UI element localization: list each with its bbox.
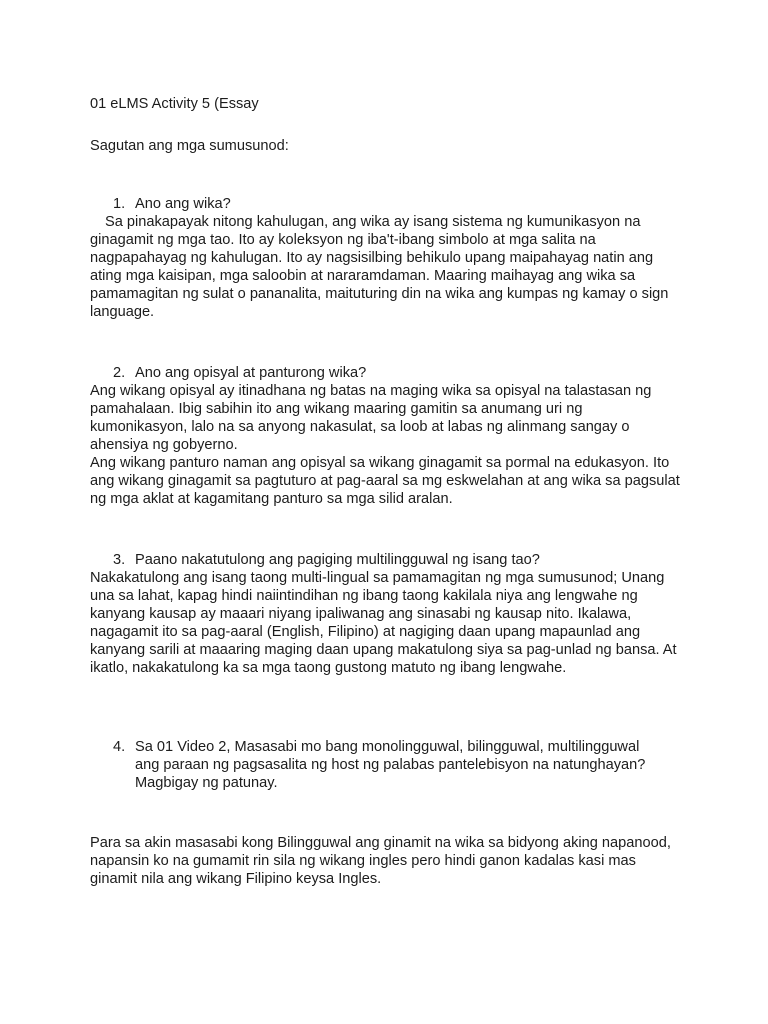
answer-paragraph: Ang wikang opisyal ay itinadhana ng batas na maging wika sa opisyal na talastasan ng pamahalaan. Ibig sabihin ito ang wikang maaring gamitin sa anumang uri ng kumonikasyon, lalo na sa anyong nakasulat, sa loob at labas ng alinmang sangay o ahensiya ng gobyerno. (90, 383, 652, 453)
question-text: Paano nakatutulong ang pagiging multilingguwal ng isang tao? (135, 552, 540, 568)
answer-3 (90, 569, 680, 677)
question-3 (113, 551, 540, 569)
answer-paragraph: Para sa akin masasabi kong Bilingguwal ang ginamit na wika sa bidyong aking napanood, napansin ko na gumamit rin sila ng wikang ingles pero hindi ganon kadalas kasi mas ginamit nila ang wikang Filipino keysa Ingles. (90, 835, 671, 887)
question-number: 4. (113, 739, 126, 755)
question-number: 1. (113, 196, 126, 212)
instructions: Sagutan ang mga sumusunod: (90, 138, 289, 154)
answer-2 (90, 382, 680, 508)
question-1 (113, 195, 231, 213)
answer-paragraph: Sa pinakapayak nitong kahulugan, ang wika ay isang sistema ng kumunikasyon na ginagamit ng mga tao. Ito ay koleksyon ng iba't-ibang simbolo at mga salita na nagpapahayag ng kahulugan. Ito ay nagsisilbing behikulo upang maipahayag natin ang ating mga kaisipan, mga saloobin at nararamdaman. Maaring maihayag ang wika sa pamamagitan ng sulat o pananalita, maituturing din na wika ang kumpas ng kamay o sign language. (90, 214, 669, 320)
question-text: Ano ang wika? (135, 196, 231, 212)
question-4 (113, 738, 655, 792)
question-text: Sa 01 Video 2, Masasabi mo bang monolingguwal, bilingguwal, multilingguwal ang paraan ng pagsasalita ng host ng palabas pantelebisyon na natunghayan? Magbigay ng patunay. (135, 739, 646, 791)
question-2 (113, 364, 366, 382)
document-title: 01 eLMS Activity 5 (Essay (90, 96, 259, 112)
answer-paragraph: Ang wikang panturo naman ang opisyal sa wikang ginagamit sa pormal na edukasyon. Ito ang wikang ginagamit sa pagtuturo at pag-aaral sa mg eskwelahan at ang wika sa pagsulat ng mga aklat at kagamitang panturo sa mga silid aralan. (90, 455, 680, 507)
question-number: 2. (113, 365, 126, 381)
answer-1 (90, 213, 680, 321)
question-number: 3. (113, 552, 126, 568)
answer-paragraph: Nakakatulong ang isang taong multi-lingual sa pamamagitan ng mga sumusunod; Unang una sa lahat, kapag hindi naiintindihan ng ibang taong kakilala niya ang lengwahe ng kanyang kausap ay maaari niyang ipaliwanag ang sinasabi ng kausap nito. Ikalawa, nagagamit ito sa pag-aaral (English, Filipino) at nagiging daan upang mapaunlad ang kanyang sarili at maaaring maging daan upang makatulong siya sa pag-unlad ng bansa. At ikatlo, nakakatulong ka sa mga taong gustong matuto ng ibang lengwahe. (90, 570, 677, 676)
answer-4 (90, 834, 680, 888)
question-text: Ano ang opisyal at panturong wika? (135, 365, 367, 381)
